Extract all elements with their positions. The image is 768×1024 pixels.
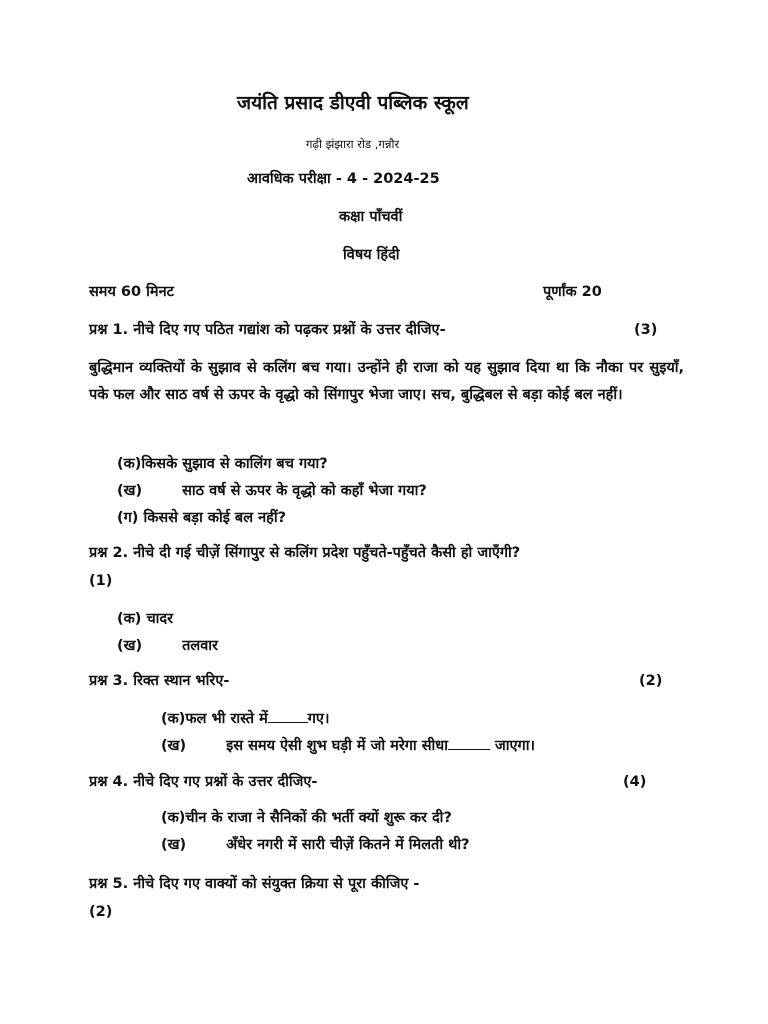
question-1-marks: (3)	[634, 322, 658, 338]
question-1-passage: बुद्धिमान व्यक्तियों के सुझाव से कलिंग बच गया। उन्होंने ही राजा को यह सुझाव दिया था कि नौका पर सुइयाँ, पके फल और साठ वर्ष से ऊपर के वृद्धो को सिंगापुर भेजा जाए। सच, बुद्धिबल से बड़ा कोई बल नहीं।	[89, 360, 684, 403]
sub-label: (ख)	[117, 638, 143, 654]
sub-label: (ग)	[117, 510, 139, 526]
question-3: प्रश्न 3. रिक्त स्थान भरिए-	[89, 673, 230, 689]
question-1-sub-b	[117, 481, 427, 501]
question-1: प्रश्न 1. नीचे दिए गए पठित गद्यांश को पढ़कर प्रश्नों के उत्तर दीजिए-	[89, 322, 446, 338]
time-label: समय 60 मिनट	[89, 284, 174, 300]
sub-label: (क)	[161, 711, 186, 727]
sub-text-before: इस समय ऐसी शुभ घड़ी में जो मरेगा सीधा	[226, 738, 448, 754]
sub-label: (ख)	[117, 483, 143, 499]
question-2-marks: (1)	[89, 573, 113, 589]
question-1-sub-c	[117, 508, 286, 528]
sub-label: (ख)	[161, 738, 187, 754]
question-5-marks: (2)	[89, 904, 113, 920]
question-4-marks: (4)	[623, 774, 647, 790]
sub-text-after: गए।	[307, 711, 330, 727]
blank-line	[268, 708, 308, 723]
sub-label: (ख)	[161, 837, 187, 853]
sub-text: अँधेर नगरी में सारी चीज़ें कितने में मिलती थी?	[226, 837, 470, 853]
question-3-sub-a	[161, 708, 329, 729]
sub-label: (क)	[117, 456, 142, 472]
question-4-sub-a	[161, 808, 452, 828]
sub-text: चीन के राजा ने सैनिकों की भर्ती क्यों शुरू कर दी?	[185, 810, 452, 826]
question-2: प्रश्न 2. नीचे दी गई चीज़ें सिंगापुर से कलिंग प्रदेश पहुँचते-पहुँचते कैसी हो जाएँगी?	[89, 545, 521, 561]
question-1-sub-a	[117, 454, 328, 474]
question-5: प्रश्न 5. नीचे दिए गए वाक्यों को संयुक्त क्रिया से पूरा कीजिए -	[89, 876, 420, 892]
sub-text-after: जाएगा।	[489, 738, 535, 754]
question-3-marks: (2)	[639, 673, 663, 689]
sub-text: तलवार	[182, 638, 218, 654]
sub-text: किससे बड़ा कोई बल नहीं?	[143, 510, 286, 526]
sub-text-before: फल भी रास्ते में	[185, 711, 268, 727]
sub-text: चादर	[146, 611, 174, 627]
exam-title: आवधिक परीक्षा - 4 - 2024-25	[247, 171, 440, 187]
sub-label: (क)	[161, 810, 186, 826]
question-4-sub-b	[161, 835, 470, 855]
class-label: कक्षा पाँचवीं	[339, 209, 403, 225]
sub-text: साठ वर्ष से ऊपर के वृद्धो को कहाँ भेजा गया?	[182, 483, 427, 499]
sub-text: किसके सुझाव से कालिंग बच गया?	[141, 456, 328, 472]
question-4: प्रश्न 4. नीचे दिए गए प्रश्नों के उत्तर दीजिए-	[89, 774, 318, 790]
sub-label: (क)	[117, 611, 142, 627]
school-name: जयंति प्रसाद डीएवी पब्लिक स्कूल	[237, 92, 469, 114]
subject-label: विषय हिंदी	[343, 247, 400, 263]
question-3-sub-b	[161, 735, 535, 756]
blank-line	[448, 735, 490, 750]
school-address: गढ़ी झंझारा रोड ,गन्नौर	[306, 137, 400, 151]
max-marks-label: पूर्णांक 20	[543, 284, 602, 300]
question-2-sub-b	[117, 636, 218, 656]
question-2-sub-a	[117, 609, 173, 629]
